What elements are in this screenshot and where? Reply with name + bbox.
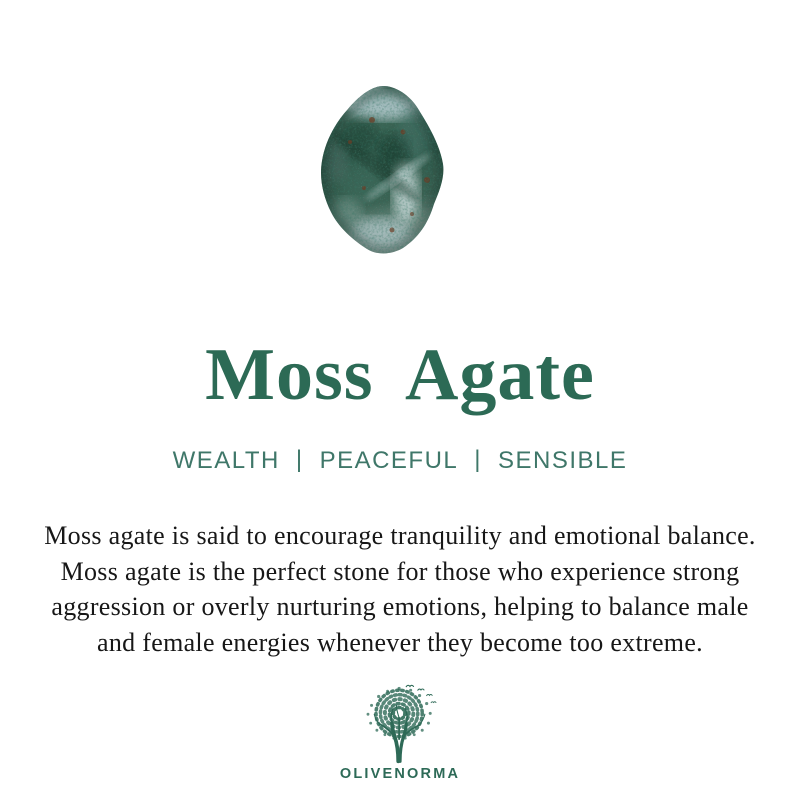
trait-sensible: SENSIBLE bbox=[498, 447, 628, 474]
traits-row bbox=[0, 446, 800, 476]
trait-separator: | bbox=[474, 446, 482, 473]
trait-wealth: WEALTH bbox=[172, 447, 280, 474]
olive-tree-logo-icon bbox=[352, 684, 448, 764]
trait-peaceful: PEACEFUL bbox=[319, 447, 459, 474]
moss-agate-stone-photo bbox=[306, 82, 466, 260]
moss-agate-stone-image bbox=[306, 82, 466, 260]
description-line: aggression or overly nurturing emotions, helping to balance male bbox=[51, 592, 749, 622]
description-line: and female energies whenever they become too extreme. bbox=[97, 627, 703, 657]
description bbox=[0, 518, 800, 660]
description-line: Moss agate is said to encourage tranquility and emotional balance. bbox=[44, 521, 756, 550]
brand-logo-block bbox=[0, 684, 800, 782]
trait-separator: | bbox=[295, 446, 304, 473]
brand-name: OLIVENORMA bbox=[339, 766, 461, 782]
page-title: Moss Agate bbox=[205, 334, 595, 416]
description-line: Moss agate is the perfect stone for those who experience strong bbox=[60, 556, 740, 586]
